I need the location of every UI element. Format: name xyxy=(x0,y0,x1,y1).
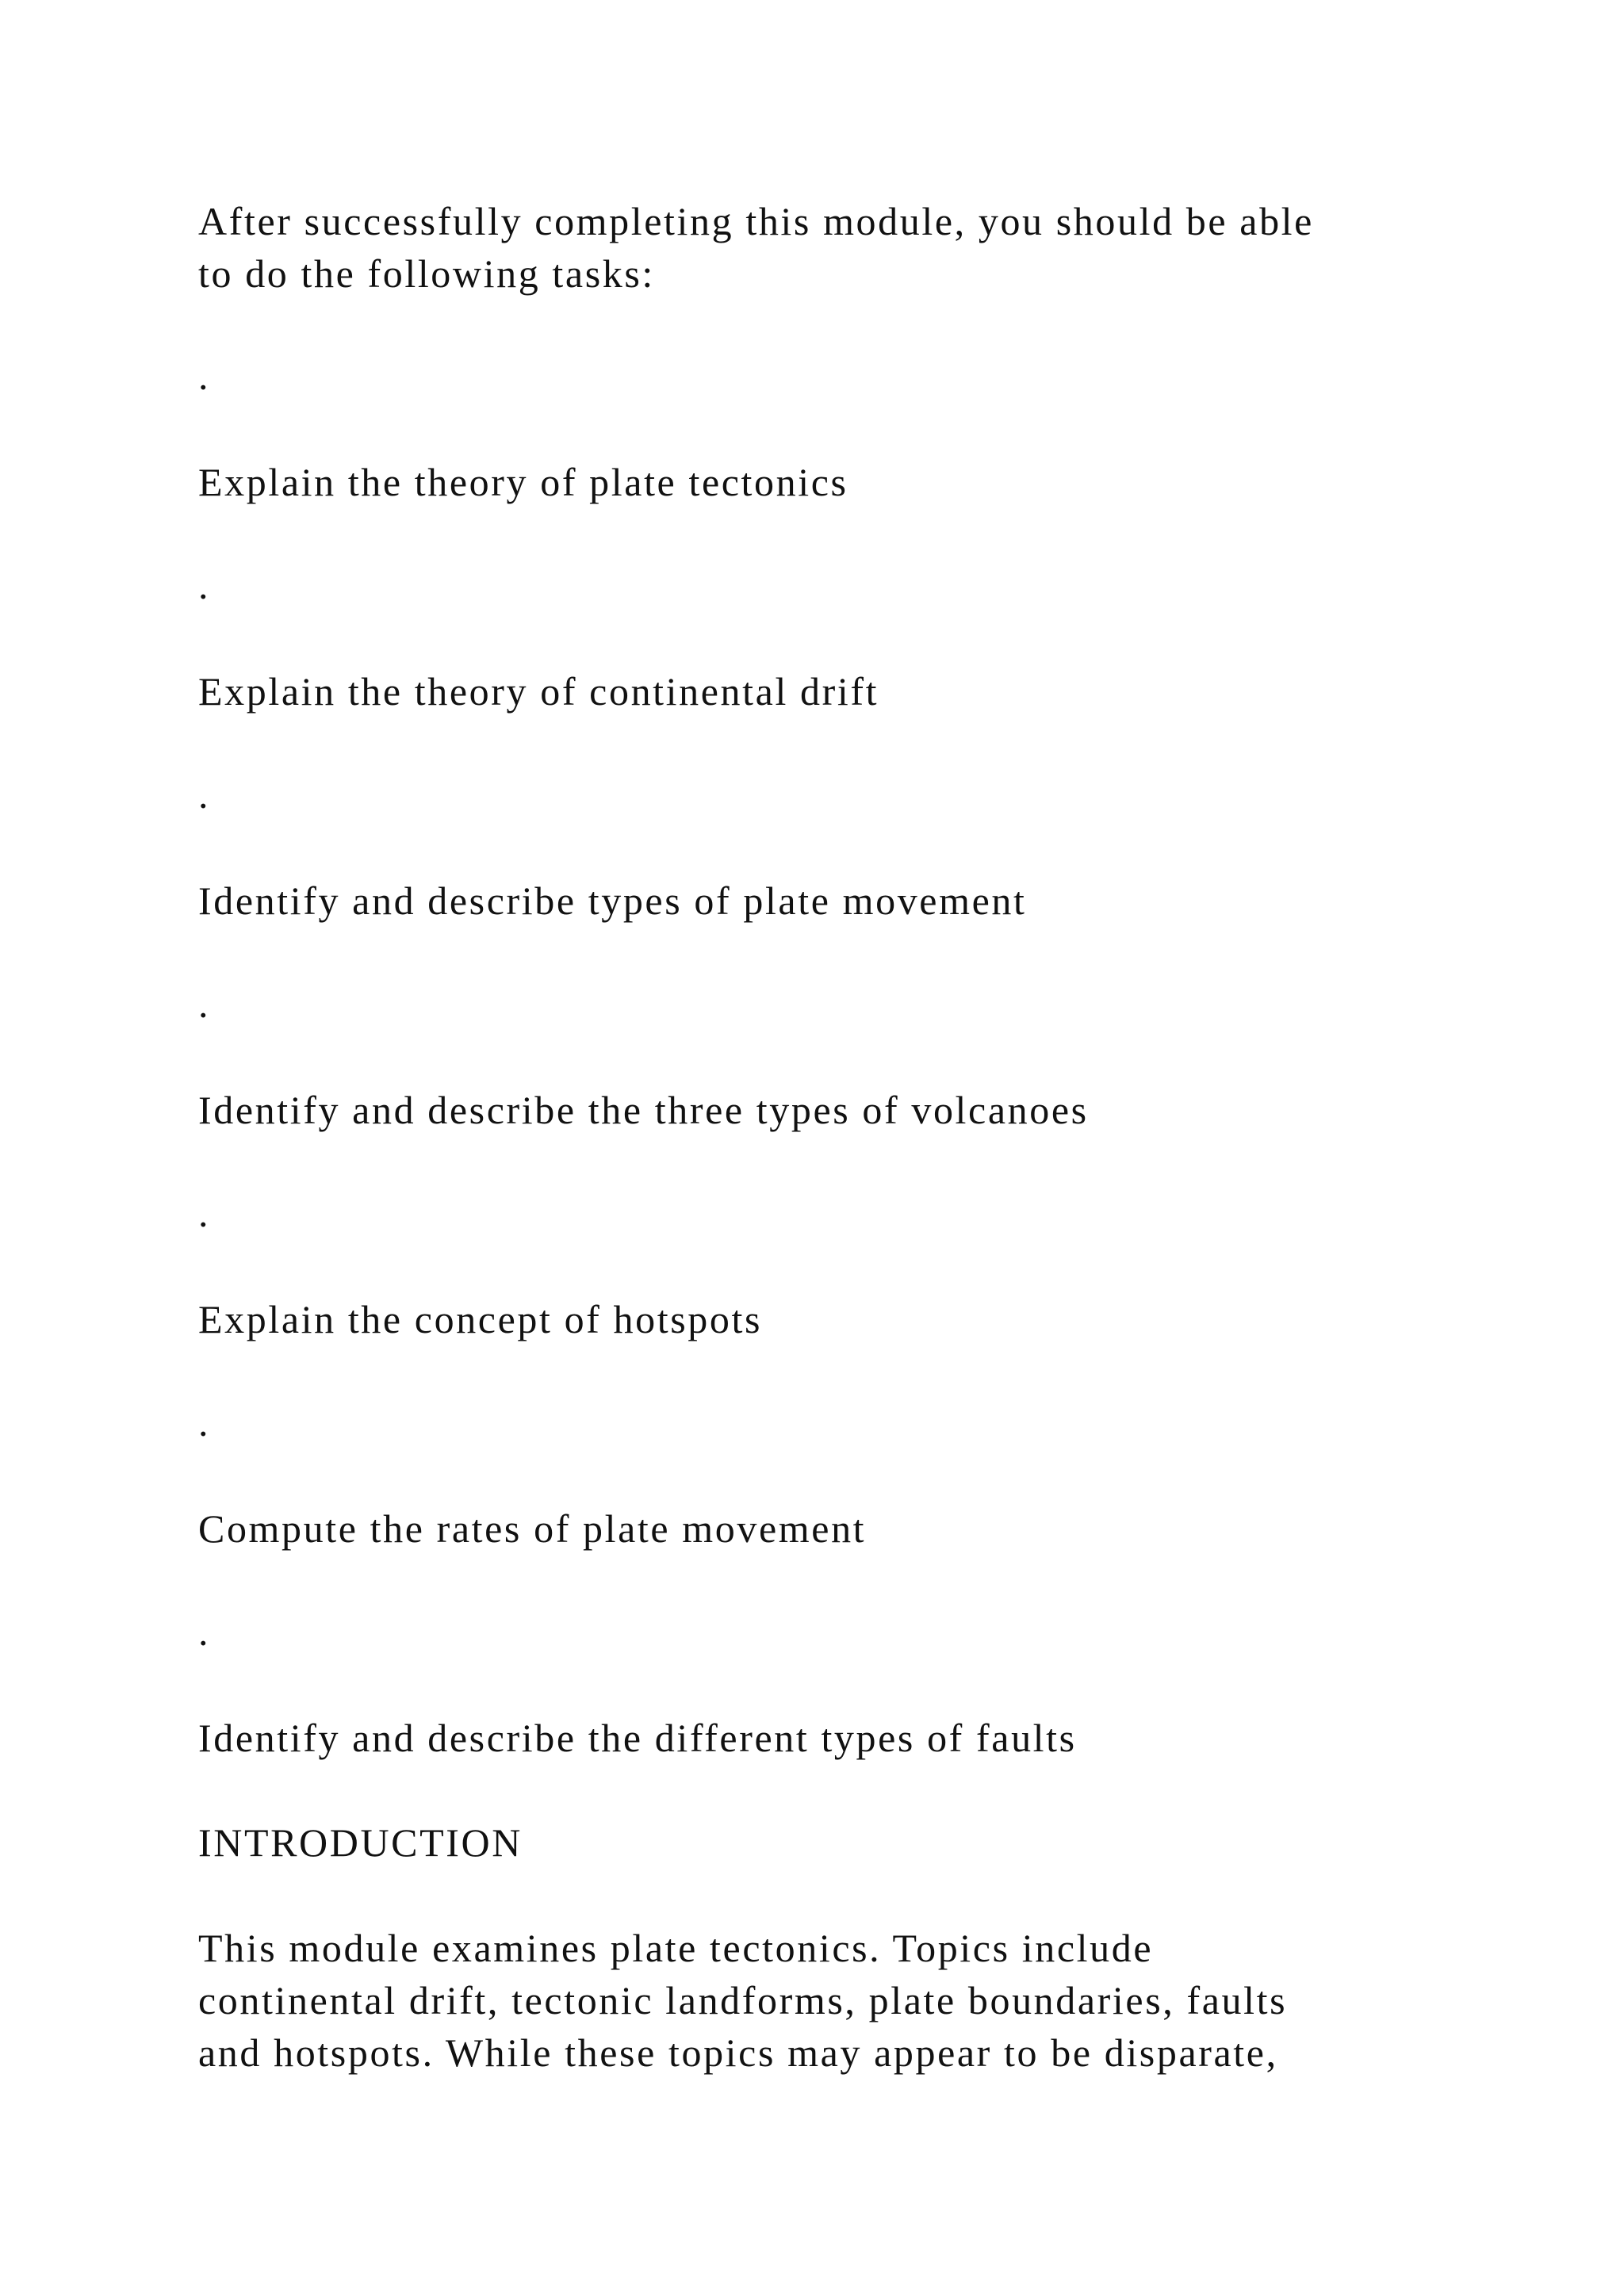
objective-item: Explain the theory of plate tectonics xyxy=(198,460,848,504)
objective-bullet: . xyxy=(198,1609,211,1654)
objective-item: Identify and describe types of plate movement xyxy=(198,878,1027,923)
section-heading: INTRODUCTION xyxy=(198,1820,523,1865)
objective-bullet: . xyxy=(198,772,211,817)
objective-bullet: . xyxy=(198,1191,211,1235)
body-paragraph xyxy=(198,1922,1499,2079)
body-line: and hotspots. While these topics may appear to be disparate, xyxy=(198,2030,1278,2075)
objective-bullet: . xyxy=(198,563,211,607)
objective-item: Compute the rates of plate movement xyxy=(198,1506,867,1551)
objective-bullet: . xyxy=(198,982,211,1026)
objective-item: Explain the theory of continental drift xyxy=(198,669,879,714)
intro-line: After successfully completing this module, you should be able xyxy=(198,199,1314,243)
objective-bullet: . xyxy=(198,354,211,398)
intro-line: to do the following tasks: xyxy=(198,251,655,296)
objective-item: Identify and describe the different types of faults xyxy=(198,1716,1077,1760)
objective-bullet: . xyxy=(198,1400,211,1445)
intro-paragraph xyxy=(198,195,1499,300)
body-line: This module examines plate tectonics. Topics include xyxy=(198,1926,1154,1970)
body-line: continental drift, tectonic landforms, plate boundaries, faults xyxy=(198,1978,1288,2022)
objective-item: Explain the concept of hotspots xyxy=(198,1297,763,1341)
objective-item: Identify and describe the three types of volcanoes xyxy=(198,1088,1089,1132)
